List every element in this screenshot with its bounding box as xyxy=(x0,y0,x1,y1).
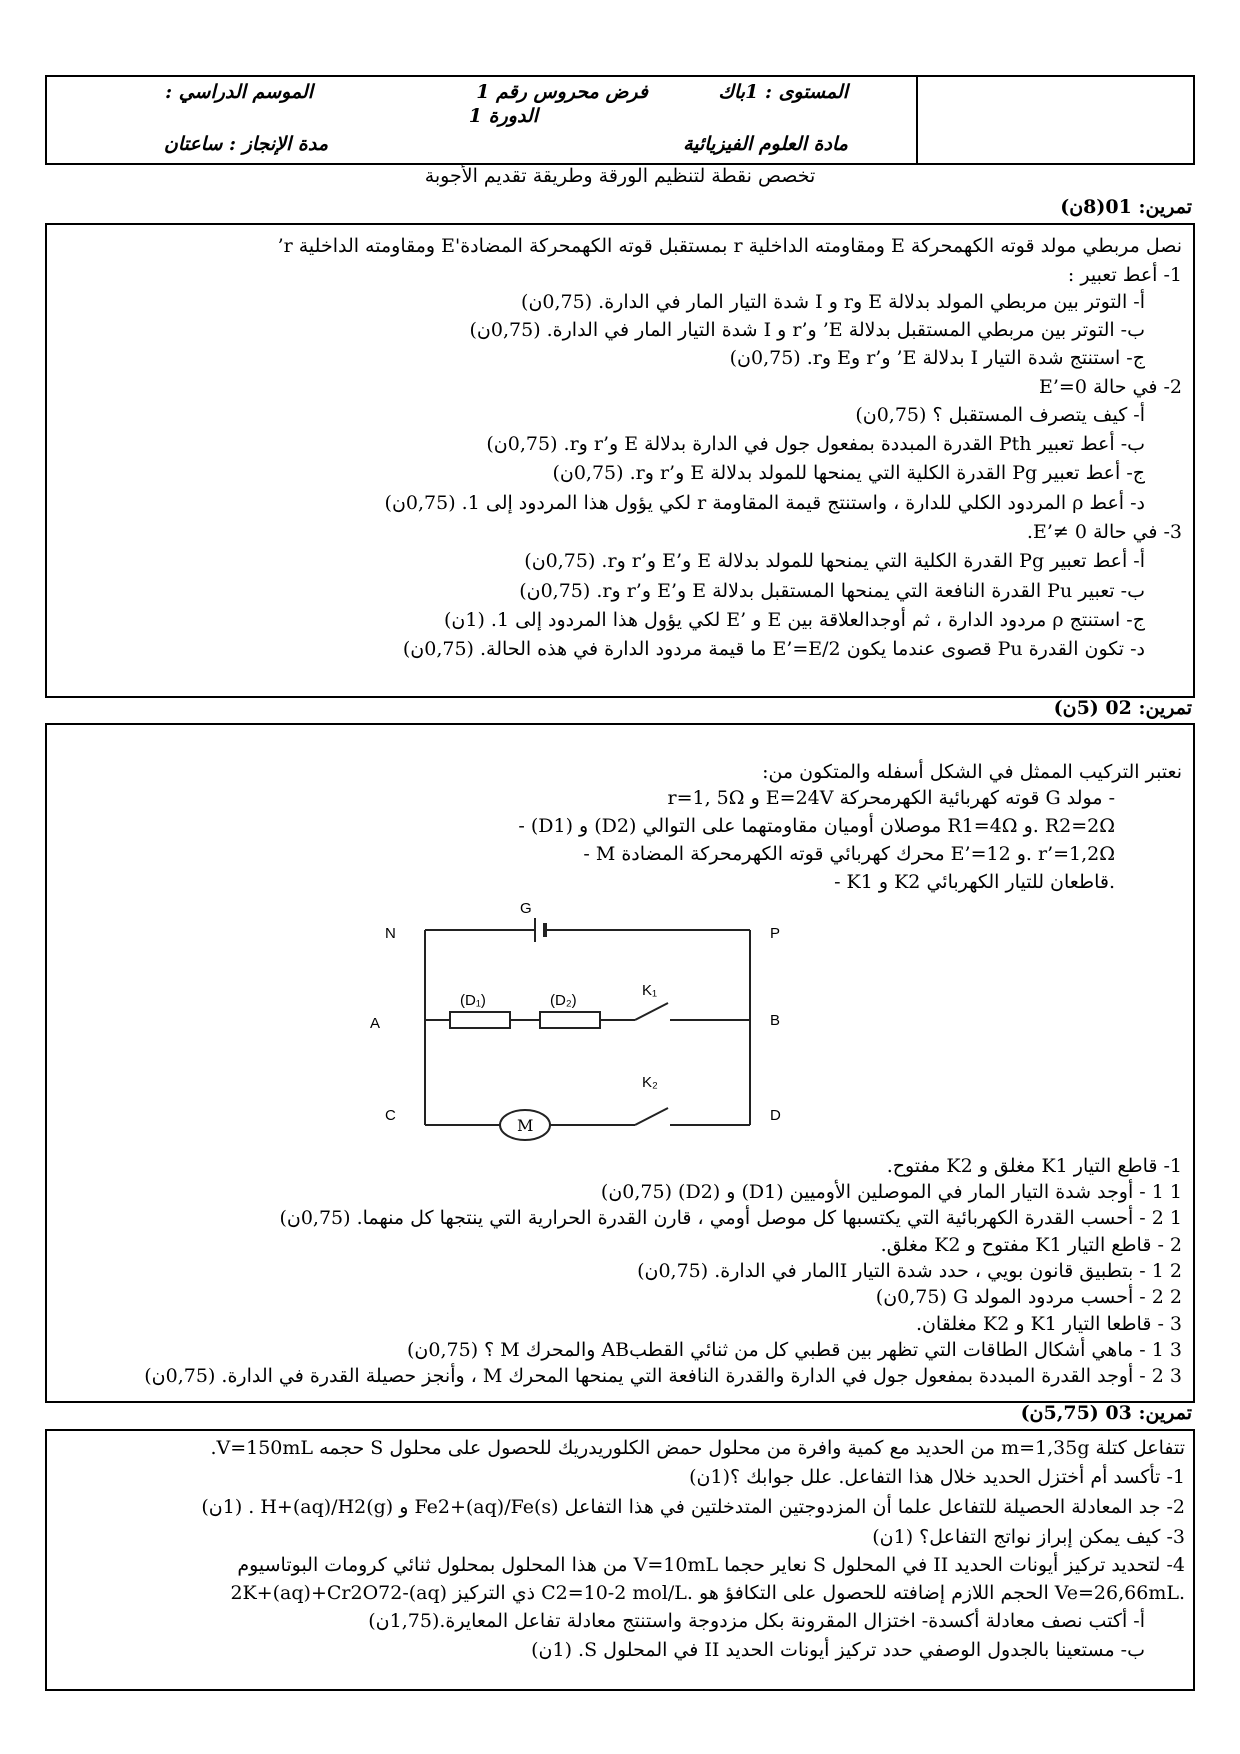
ex2-title: تمرين: 02 (5ن) xyxy=(1053,697,1192,719)
node-p: P xyxy=(770,925,781,942)
node-n: N xyxy=(385,925,396,942)
presentation-note: تخصص نقطة لتنظيم الورقة وطريقة تقديم الأجوبة xyxy=(424,165,816,187)
ex2-q-4: 2 - قاطع التيار K1 مفتوح و K2 مغلق. xyxy=(880,1234,1182,1256)
ex2-q-6: 2 2 - أحسب مردود المولد G (0,75ن) xyxy=(875,1286,1182,1308)
label-k1: K₁ xyxy=(642,982,658,999)
ex3-line-3: 2- جد المعادلة الحصيلة للتفاعل علما أن المزدوجتين المتدخلتين في هذا التفاعل Fe2+(aq)/Fe(s) و H+(aq)/H2(g) . (1ن) xyxy=(201,1496,1185,1518)
ex2-q-5: 2 1 - بتطبيق قانون بويي ، حدد شدة التيار Iالمار في الدارة. (0,75ن) xyxy=(637,1260,1182,1282)
ex2-item-3: - M محرك كهربائي قوته الكهرمحركة المضادة E’=12 و. r’=1,2Ω xyxy=(583,843,1115,865)
label-d2: (D₂) xyxy=(550,992,577,1009)
school-year-label: الموسم الدراسي : xyxy=(165,81,313,103)
ex1-line-11: 3- في حالة E’≠ 0. xyxy=(1026,521,1182,543)
ex1-line-15: د- تكون القدرة Pu قصوى عندما يكون E’=E/2 ما قيمة مردود الدارة في هذه الحالة. (0,75ن) xyxy=(402,638,1145,660)
ex2-intro: نعتبر التركيب الممثل في الشكل أسفله والمتكون من: xyxy=(762,761,1182,783)
ex1-line-9: ج- أعط تعبير Pg القدرة الكلية التي يمنحها للمولد بدلالة E و’r وr. (0,75ن) xyxy=(552,462,1145,484)
ex3-line-7: أ- أكتب نصف معادلة أكسدة- اختزال المقرونة بكل مزدوجة واستنتج معادلة تفاعل المعايرة.(1,75ن) xyxy=(368,1610,1145,1632)
ex1-line-4: ب- التوتر بين مربطي المستقبل بدلالة E’ و’r و I شدة التيار المار في الدارة. (0,75ن) xyxy=(469,319,1145,341)
ex1-line-3: أ- التوتر بين مربطي المولد بدلالة E وr و I شدة التيار المار في الدارة. (0,75ن) xyxy=(521,291,1145,313)
ex3-line-8: ب- مستعينا بالجدول الوصفي حدد تركيز أيونات الحديد II في المحلول S. (1ن) xyxy=(531,1639,1145,1661)
node-c: C xyxy=(385,1107,396,1124)
ex1-line-14: ج- استنتج ρ مردود الدارة ، ثم أوجدالعلاقة بين E و ’E لكي يؤول هذا المردود إلى 1. (1ن) xyxy=(443,609,1145,631)
ex3-line-4: 3- كيف يمكن إبراز نواتج التفاعل؟ (1ن) xyxy=(872,1526,1185,1548)
header-blank-cell xyxy=(916,77,1193,163)
ex1-line-13: ب- تعبير Pu القدرة النافعة التي يمنحها المستقبل بدلالة E و’E و’r وr. (0,75ن) xyxy=(519,580,1145,602)
duration-label: مدة الإنجاز : ساعتان xyxy=(163,133,328,155)
ex2-item-1: - مولد G قوته كهربائية الكهرمحركة E=24V و r=1, 5Ω xyxy=(667,787,1115,809)
ex1-line-2: 1- أعط تعبير : xyxy=(1067,264,1182,286)
generator-symbol xyxy=(535,918,545,942)
node-d: D xyxy=(770,1107,781,1124)
resistor-d2 xyxy=(540,1012,600,1028)
ex1-line-12: أ- أعط تعبير Pg القدرة الكلية التي يمنحها للمولد بدلالة E و’E و’r وr. (0,75ن) xyxy=(524,550,1145,572)
level-label: المستوى : 1باك xyxy=(718,81,848,103)
label-k2: K₂ xyxy=(642,1074,658,1091)
ex2-q-2: 1 1 - أوجد شدة التيار المار في الموصلين الأوميين (D1) و (D2) (0,75ن) xyxy=(600,1181,1182,1203)
ex2-q-9: 3 2 - أوجد القدرة المبددة بمفعول جول في الدارة والقدرة النافعة التي يمنحها المحرك M ، وأنجز حصيلة القدرة في الدارة. (0,75ن) xyxy=(144,1365,1182,1387)
ex2-q-8: 3 1 - ماهي أشكال الطاقات التي تظهر بين قطبي كل من ثنائي القطبAB والمحرك M ؟ (0,75ن) xyxy=(407,1339,1182,1361)
ex1-line-5: ج- استنتج شدة التيار I بدلالة E’ و’r وE وr. (0,75ن) xyxy=(729,347,1145,369)
ex1-line-8: ب- أعط تعبير Pth القدرة المبددة بمفعول جول في الدارة بدلالة E و’r وr. (0,75ن) xyxy=(486,433,1145,455)
ex1-line-7: أ- كيف يتصرف المستقبل ؟ (0,75ن) xyxy=(855,404,1145,426)
circuit-diagram xyxy=(370,895,800,1145)
ex2-q-7: 3 - قاطعا التيار K1 و K2 مغلقان. xyxy=(915,1313,1182,1335)
ex3-line-5: 4- لتحديد تركيز أيونات الحديد II في المحلول S نعاير حجما V=10mL من هذا المحلول بمحلول ثنائي كرومات البوتاسيوم xyxy=(237,1554,1185,1576)
exam-title: فرض محروس رقم 1 xyxy=(476,81,648,103)
ex2-item-4: - K1 و K2 قاطعان للتيار الكهربائي. xyxy=(834,871,1115,893)
ex1-line-6: 2- في حالة E’=0 xyxy=(1039,376,1182,398)
ex2-q-3: 1 2 - أحسب القدرة الكهربائية التي يكتسبها كل موصل أومي ، قارن القدرة الحرارية التي ينتجها كل منهما. (0,75ن) xyxy=(279,1207,1182,1229)
ex3-title: تمرين: 03 (5,75ن) xyxy=(1020,1402,1192,1424)
label-m: M xyxy=(517,1116,534,1135)
node-b: B xyxy=(770,1012,781,1029)
ex1-line-10: د- أعط ρ المردود الكلي للدارة ، واستنتج قيمة المقاومة r لكي يؤول هذا المردود إلى 1. (0,75ن) xyxy=(384,492,1145,514)
ex3-line-6: 2K+(aq)+Cr2O72-(aq) ذي التركيز C2=10-2 mol/L. الحجم اللازم إضافته للحصول على التكافؤ هو Ve=26,66mL. xyxy=(230,1582,1185,1604)
ex2-item-2: - (D1) و (D2) موصلان أوميان مقاومتهما على التوالي R1=4Ω و. R2=2Ω xyxy=(518,815,1115,837)
node-a: A xyxy=(370,1015,381,1032)
ex1-title: تمرين: 01(8ن) xyxy=(1060,196,1192,218)
session-label: الدورة 1 xyxy=(468,105,538,127)
resistor-d1 xyxy=(450,1012,510,1028)
ex1-line-1: نصل مربطي مولد قوته الكهمحركة E ومقاومته الداخلية r بمستقبل قوته الكهمحركة المضادة'E ومقاومته الداخلية r’ xyxy=(277,235,1182,257)
label-d1: (D₁) xyxy=(460,992,486,1009)
subject-label: مادة العلوم الفيزيائية xyxy=(683,133,848,155)
switch-k2 xyxy=(635,1108,668,1125)
ex3-line-1: تتفاعل كتلة m=1,35g من الحديد مع كمية وافرة من محلول حمض الكلوريدريك للحصول على محلول S حجمه V=150mL. xyxy=(210,1437,1185,1459)
ex3-line-2: 1- تأكسد أم أختزل الحديد خلال هذا التفاعل. علل جوابك ؟(1ن) xyxy=(689,1466,1185,1488)
header-table xyxy=(45,75,1195,165)
switch-k1 xyxy=(635,1003,668,1020)
ex2-q-1: 1- قاطع التيار K1 مغلق و K2 مفتوح. xyxy=(886,1155,1182,1177)
label-g: G xyxy=(520,900,532,917)
